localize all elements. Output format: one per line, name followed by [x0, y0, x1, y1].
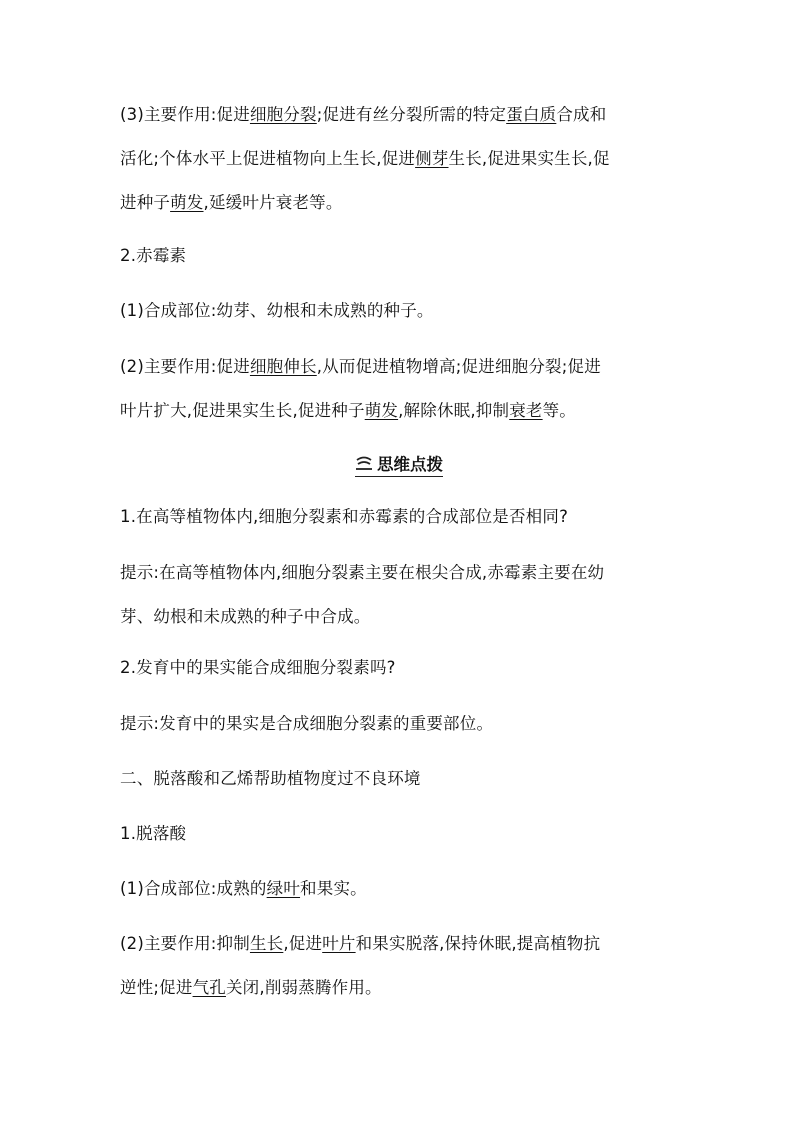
thinking-icon — [355, 455, 373, 471]
text-run: 活化;个体水平上促进植物向上生长,促进 — [120, 149, 416, 168]
section-title-abscisic-ethylene: 二、脱落酸和乙烯帮助植物度过不良环境 — [120, 769, 421, 788]
question-2: 2.发育中的果实能合成细胞分裂素吗? — [120, 658, 396, 677]
question-1: 1.在高等植物体内,细胞分裂素和赤霉素的合成部位是否相同? — [120, 507, 569, 526]
text-run: (2)主要作用:促进 — [120, 357, 250, 376]
underlined-term: 叶片 — [322, 934, 356, 953]
underlined-term: 细胞伸长 — [249, 357, 317, 376]
text-run: ;促进有丝分裂所需的特定 — [316, 105, 507, 124]
underlined-term: 细胞分裂 — [249, 105, 317, 124]
section-heading — [0, 451, 794, 477]
section-heading-box — [355, 451, 443, 477]
text-run: (3)主要作用:促进 — [120, 105, 250, 124]
paragraph-gibberellin-site: (1)合成部位:幼芽、幼根和未成熟的种子。 — [120, 301, 434, 320]
text-run: ,延缓叶片衰老等。 — [203, 193, 343, 212]
text-run: 叶片扩大,促进果实生长,促进种子 — [120, 401, 365, 420]
answer-2: 提示:发育中的果实是合成细胞分裂素的重要部位。 — [120, 714, 494, 733]
underlined-term: 萌发 — [364, 401, 399, 420]
text-run: ,促进 — [283, 934, 323, 953]
text-run: ,从而促进植物增高;促进细胞分裂;促进 — [316, 357, 601, 376]
text-run: 合成和 — [556, 105, 607, 124]
text-run: (1)合成部位:成熟的 — [120, 879, 267, 898]
text-run: 关闭,削弱蒸腾作用。 — [225, 978, 382, 997]
text-run: 等。 — [542, 401, 577, 420]
paragraph-abscisic-function — [120, 922, 680, 1010]
text-run: 生长,促进果实生长,促 — [448, 149, 610, 168]
paragraph-abscisic-site — [120, 867, 680, 911]
paragraph-cytokinin-function — [120, 93, 680, 225]
heading-abscisic-acid: 1.脱落酸 — [120, 824, 187, 843]
underlined-term: 萌发 — [170, 193, 204, 212]
text-run: 和果实。 — [300, 879, 367, 898]
text-run: 进种子 — [120, 193, 171, 212]
text-run: 逆性;促进 — [120, 978, 193, 997]
heading-gibberellin: 2.赤霉素 — [120, 246, 187, 265]
underlined-term: 气孔 — [192, 978, 226, 997]
underlined-term: 生长 — [249, 934, 284, 953]
answer-1 — [120, 551, 680, 639]
text-run: 提示:在高等植物体内,细胞分裂素主要在根尖合成,赤霉素主要在幼 — [120, 563, 605, 582]
section-heading-label: 思维点拨 — [377, 455, 443, 474]
text-run: 和果实脱落,保持休眠,提高植物抗 — [355, 934, 601, 953]
underlined-term: 蛋白质 — [506, 105, 557, 124]
paragraph-gibberellin-function — [120, 345, 680, 433]
text-run: (2)主要作用:抑制 — [120, 934, 250, 953]
underlined-term: 衰老 — [509, 401, 543, 420]
text-run: ,解除休眠,抑制 — [398, 401, 510, 420]
text-run: 芽、幼根和未成熟的种子中合成。 — [120, 607, 371, 626]
underlined-term: 侧芽 — [415, 149, 449, 168]
underlined-term: 绿叶 — [266, 879, 301, 898]
